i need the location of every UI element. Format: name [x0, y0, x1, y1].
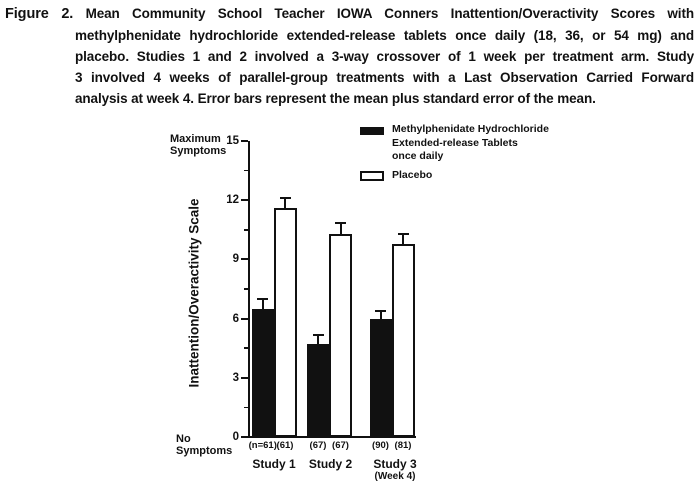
- bar-mph-study3: [370, 319, 392, 437]
- legend-label-mph: [392, 123, 549, 164]
- error-bar-cap: [335, 222, 346, 224]
- caption-line: methylphenidate hydrochloride extended-release tablets once daily (18, 36, or 54 mg) and: [75, 28, 694, 43]
- sample-size-label: (81): [394, 440, 412, 451]
- legend-swatch-placebo: [360, 171, 384, 181]
- bar-mph-study1: [252, 309, 274, 437]
- y-axis-tick-label: 0: [232, 431, 239, 443]
- legend-label-line: Placebo: [392, 169, 433, 181]
- y-axis-minor-tick: [244, 288, 248, 290]
- error-bar-cap: [375, 310, 386, 312]
- error-bar-stem: [380, 311, 382, 319]
- y-axis-tick-label: 15: [226, 135, 239, 147]
- error-bar-cap: [257, 298, 268, 300]
- figure-caption: [5, 3, 694, 109]
- y-axis-tick: [241, 318, 248, 320]
- legend-label-line: Methylphenidate Hydrochloride: [392, 123, 549, 135]
- sample-size-label: (67): [332, 440, 349, 451]
- category-label: Study 2: [308, 457, 353, 471]
- y-axis-minor-tick: [244, 170, 248, 172]
- y-axis-tick: [241, 258, 248, 260]
- caption-line: 3 involved 4 weeks of parallel-group treatments with a Last Observation Carried Forward: [75, 70, 694, 85]
- y-axis-tick: [241, 377, 248, 379]
- y-axis-minor-tick: [244, 229, 248, 231]
- error-bar-stem: [317, 335, 319, 344]
- category-label: Study 1: [252, 457, 296, 471]
- y-axis-minor-tick: [244, 347, 248, 349]
- y-axis-tick: [241, 140, 248, 142]
- sample-size-label: (61): [276, 440, 294, 451]
- figure-label: Figure 2.: [5, 6, 74, 22]
- bar-mph-study2: [307, 344, 329, 437]
- axis-label-maximum-symptoms: Maximum Symptoms: [170, 133, 227, 157]
- caption-line: placebo. Studies 1 and 2 involved a 3-way crossover of 1 week per treatment arm. Study: [75, 49, 694, 64]
- legend-label-line: once daily: [392, 150, 444, 162]
- y-axis-tick-label: 12: [226, 194, 239, 207]
- error-bar-cap: [280, 197, 291, 199]
- y-axis-minor-tick: [244, 407, 248, 409]
- bar-placebo-study2: [329, 234, 352, 437]
- error-bar-cap: [313, 334, 324, 336]
- error-bar-stem: [402, 234, 404, 244]
- category-label: Study 3: [373, 457, 417, 471]
- y-axis-title: Inattention/Overactivity Scale: [186, 198, 202, 388]
- error-bar-stem: [284, 198, 286, 208]
- y-axis-tick: [241, 199, 248, 201]
- error-bar-stem: [262, 299, 264, 309]
- bar-placebo-study3: [392, 244, 415, 437]
- sample-size-label: (67): [309, 440, 327, 451]
- category-sublabel: (Week 4): [374, 471, 416, 482]
- legend-label-line: Extended-release Tablets: [392, 136, 518, 149]
- caption-line: [5, 3, 694, 25]
- y-axis-tick-label: 6: [232, 312, 239, 325]
- y-axis-tick-label: 3: [232, 371, 239, 384]
- legend-label-placebo: [392, 169, 432, 183]
- error-bar-cap: [398, 233, 409, 235]
- caption-text: Mean Community School Teacher IOWA Conners Inattention/Overactivity Scores with: [85, 6, 694, 21]
- y-axis-line: [248, 141, 250, 438]
- caption-line: analysis at week 4. Error bars represent the mean plus standard error of the mean.: [75, 91, 596, 106]
- error-bar-stem: [340, 223, 342, 234]
- sample-size-label: (90): [372, 440, 389, 451]
- bar-placebo-study1: [274, 208, 297, 437]
- y-axis-tick-label: 9: [232, 253, 239, 266]
- axis-label-no-symptoms: No Symptoms: [176, 433, 233, 457]
- sample-size-label: (n=61): [248, 440, 277, 451]
- legend-swatch-mph: [360, 127, 384, 135]
- y-axis-tick: [241, 436, 248, 438]
